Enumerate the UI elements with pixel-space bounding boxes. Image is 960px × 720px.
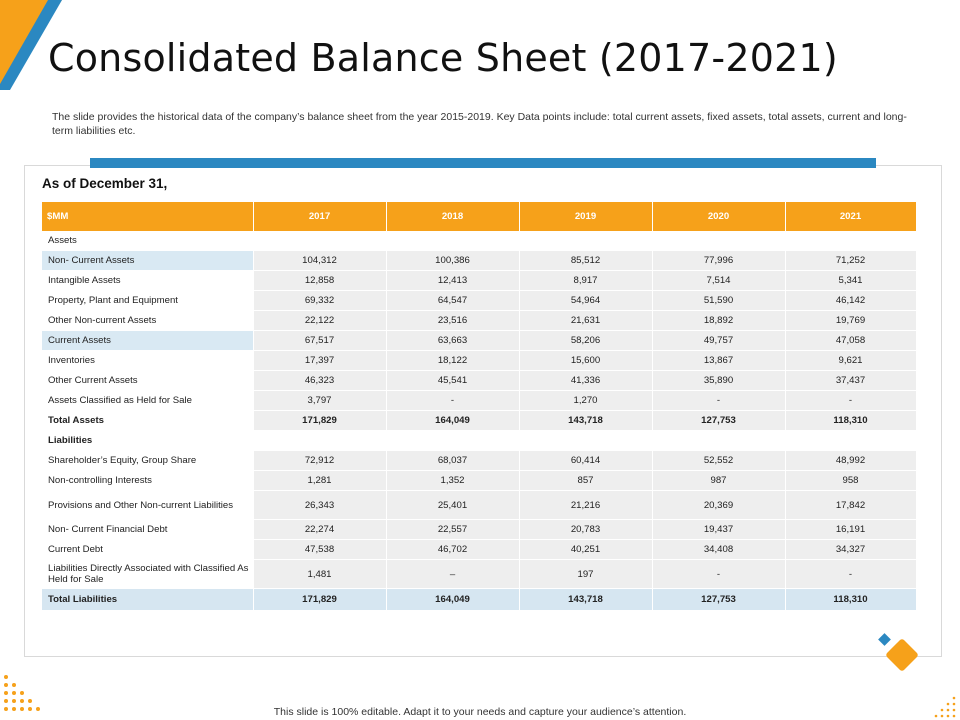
header-cell: $MM [42,202,253,231]
value-cell: 69,332 [253,291,386,311]
row-label: Non- Current Financial Debt [42,520,253,540]
value-cell: 118,310 [785,411,916,431]
value-cell: 71,252 [785,251,916,271]
value-cell: 7,514 [652,271,785,291]
value-cell: 45,541 [386,371,519,391]
value-cell: 22,122 [253,311,386,331]
header-cell: 2019 [519,202,652,231]
value-cell: 857 [519,471,652,491]
value-cell: 987 [652,471,785,491]
value-cell: 3,797 [253,391,386,411]
value-cell: - [652,391,785,411]
value-cell: 143,718 [519,411,652,431]
value-cell: – [386,560,519,589]
value-cell: 49,757 [652,331,785,351]
value-cell: 34,327 [785,540,916,560]
table-row [42,351,916,371]
value-cell: 47,538 [253,540,386,560]
row-label: Other Non-current Assets [42,311,253,331]
value-cell: 958 [785,471,916,491]
value-cell [785,231,916,251]
row-label: Total Liabilities [42,589,253,611]
value-cell: - [652,560,785,589]
table-row [42,251,916,271]
header-cell: 2018 [386,202,519,231]
value-cell: 35,890 [652,371,785,391]
table-row [42,540,916,560]
value-cell: 100,386 [386,251,519,271]
value-cell: 34,408 [652,540,785,560]
value-cell [386,431,519,451]
row-label: Other Current Assets [42,371,253,391]
value-cell: 72,912 [253,451,386,471]
value-cell: 17,842 [785,491,916,520]
value-cell: 46,702 [386,540,519,560]
row-label: Total Assets [42,411,253,431]
value-cell: 12,858 [253,271,386,291]
value-cell: 54,964 [519,291,652,311]
row-label: Assets Classified as Held for Sale [42,391,253,411]
page-title: Consolidated Balance Sheet (2017-2021) [48,36,838,80]
table-row [42,451,916,471]
value-cell: 1,481 [253,560,386,589]
value-cell: 64,547 [386,291,519,311]
value-cell: 85,512 [519,251,652,271]
accent-bar [90,158,876,168]
value-cell: 15,600 [519,351,652,371]
value-cell: 1,281 [253,471,386,491]
value-cell: 22,557 [386,520,519,540]
value-cell: 18,892 [652,311,785,331]
table-row [42,231,916,251]
value-cell: 60,414 [519,451,652,471]
table-row [42,491,916,520]
row-label: Shareholder’s Equity, Group Share [42,451,253,471]
value-cell: 17,397 [253,351,386,371]
value-cell [785,431,916,451]
value-cell: 51,590 [652,291,785,311]
value-cell [652,231,785,251]
value-cell [253,231,386,251]
value-cell: 40,251 [519,540,652,560]
value-cell: 9,621 [785,351,916,371]
table-row [42,291,916,311]
table-row [42,431,916,451]
value-cell: 1,270 [519,391,652,411]
value-cell: 19,437 [652,520,785,540]
value-cell: 21,631 [519,311,652,331]
value-cell: 41,336 [519,371,652,391]
value-cell: 18,122 [386,351,519,371]
header-cell: 2021 [785,202,916,231]
value-cell: 197 [519,560,652,589]
row-label: Non-controlling Interests [42,471,253,491]
header-cell: 2017 [253,202,386,231]
row-label: Provisions and Other Non-current Liabilities [42,491,253,520]
table-row [42,371,916,391]
value-cell: 8,917 [519,271,652,291]
value-cell [519,231,652,251]
header-cell: 2020 [652,202,785,231]
value-cell: 104,312 [253,251,386,271]
slide-description: The slide provides the historical data of the company’s balance sheet from the year 2015-2019. Key Data points include: total current assets, fixed assets, total assets, current and long-term liabilities etc. [52,111,907,137]
table-row [42,589,916,611]
value-cell [253,431,386,451]
value-cell: 19,769 [785,311,916,331]
table-row [42,271,916,291]
value-cell: 171,829 [253,589,386,611]
value-cell: 23,516 [386,311,519,331]
row-label: Current Assets [42,331,253,351]
value-cell: 127,753 [652,589,785,611]
value-cell: 26,343 [253,491,386,520]
row-label: Liabilities Directly Associated with Classified As Held for Sale [42,560,253,589]
value-cell: 58,206 [519,331,652,351]
row-label: Liabilities [42,431,253,451]
value-cell: - [386,391,519,411]
value-cell: 67,517 [253,331,386,351]
value-cell [652,431,785,451]
value-cell: 68,037 [386,451,519,471]
value-cell: 20,369 [652,491,785,520]
value-cell: 63,663 [386,331,519,351]
value-cell: 37,437 [785,371,916,391]
value-cell: 52,552 [652,451,785,471]
value-cell: 12,413 [386,271,519,291]
value-cell: 16,191 [785,520,916,540]
row-label: Intangible Assets [42,271,253,291]
table-row [42,471,916,491]
table-row [42,411,916,431]
value-cell: - [785,560,916,589]
row-label: Inventories [42,351,253,371]
value-cell [519,431,652,451]
table-row [42,391,916,411]
value-cell: 171,829 [253,411,386,431]
value-cell: 143,718 [519,589,652,611]
value-cell: 127,753 [652,411,785,431]
row-label: Property, Plant and Equipment [42,291,253,311]
table-subheading: As of December 31, [42,176,168,191]
value-cell: 164,049 [386,589,519,611]
table-row [42,331,916,351]
balance-sheet-table [42,202,917,611]
table-row [42,520,916,540]
value-cell: 5,341 [785,271,916,291]
footer-note: This slide is 100% editable. Adapt it to your needs and capture your audience’s attention. [273,706,687,718]
value-cell: 164,049 [386,411,519,431]
value-cell: 118,310 [785,589,916,611]
value-cell: 48,992 [785,451,916,471]
value-cell: 20,783 [519,520,652,540]
value-cell: 25,401 [386,491,519,520]
value-cell: - [785,391,916,411]
value-cell [386,231,519,251]
value-cell: 21,216 [519,491,652,520]
value-cell: 77,996 [652,251,785,271]
table-row [42,560,916,589]
value-cell: 1,352 [386,471,519,491]
value-cell: 46,323 [253,371,386,391]
value-cell: 22,274 [253,520,386,540]
value-cell: 46,142 [785,291,916,311]
row-label: Assets [42,231,253,251]
table-row [42,311,916,331]
row-label: Non- Current Assets [42,251,253,271]
value-cell: 47,058 [785,331,916,351]
row-label: Current Debt [42,540,253,560]
table-header-row [42,202,916,231]
value-cell: 13,867 [652,351,785,371]
